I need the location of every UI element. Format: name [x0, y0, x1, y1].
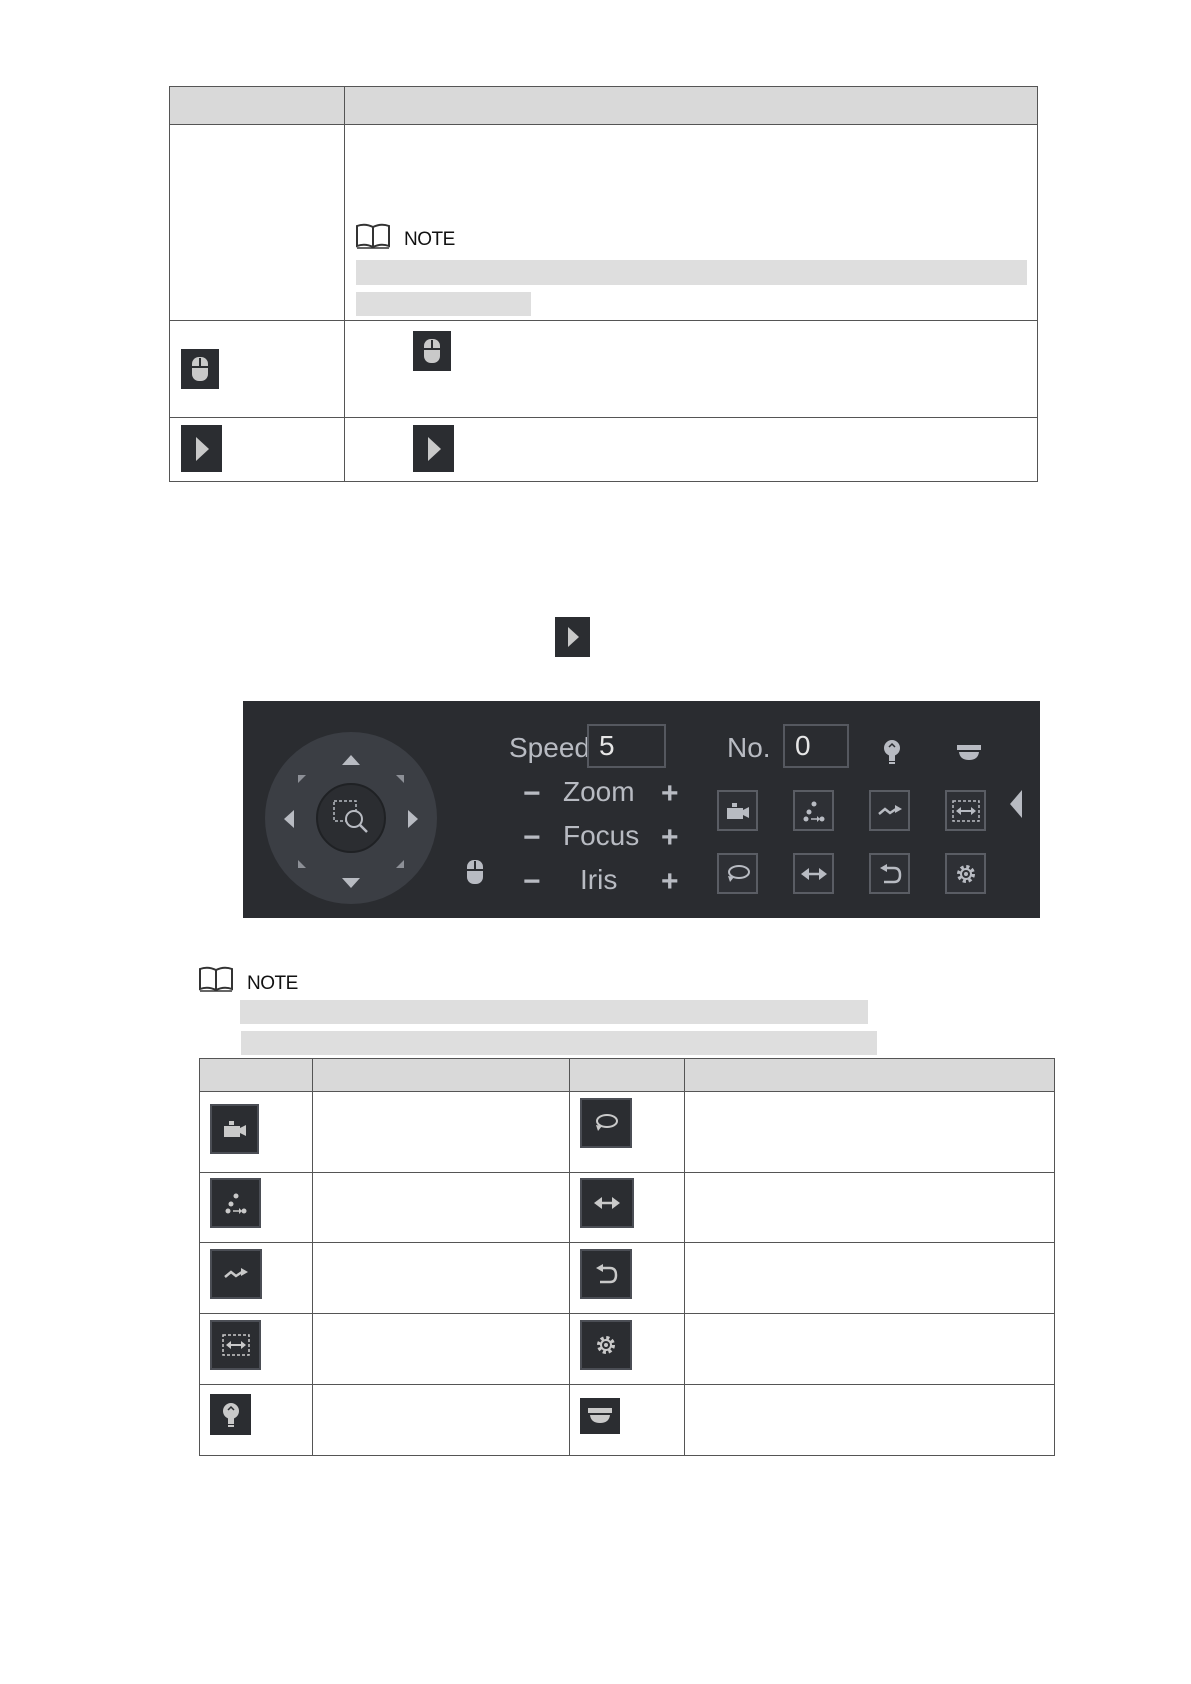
- note-text-placeholder: [240, 1000, 868, 1024]
- scan-icon[interactable]: [945, 790, 986, 831]
- zoom-plus-button[interactable]: +: [661, 777, 679, 810]
- table-2: [199, 1058, 1055, 1456]
- rotate-icon: [580, 1098, 632, 1148]
- iris-minus-button[interactable]: −: [523, 865, 541, 898]
- expand-arrow-icon: [181, 425, 222, 472]
- collapse-arrow-icon[interactable]: [1009, 789, 1023, 824]
- iris-plus-button[interactable]: +: [661, 865, 679, 898]
- note-text-placeholder: [241, 1031, 877, 1055]
- arrow-down-right-icon[interactable]: [395, 856, 405, 874]
- focus-plus-button[interactable]: +: [661, 821, 679, 854]
- zoom-label: Zoom: [563, 776, 635, 807]
- note-book-icon: [198, 965, 234, 998]
- table-1: [169, 86, 1038, 482]
- arrow-down-left-icon[interactable]: [297, 856, 307, 874]
- pan-icon: [580, 1178, 634, 1228]
- mouse-icon: [181, 349, 219, 389]
- arrow-up-left-icon[interactable]: [297, 771, 307, 789]
- ptz-control-panel: [243, 701, 1040, 918]
- dome-icon[interactable]: [956, 744, 982, 767]
- settings-icon: [580, 1320, 632, 1370]
- flip-icon[interactable]: [869, 853, 910, 894]
- tour-icon: [210, 1249, 262, 1299]
- flip-icon: [580, 1249, 632, 1299]
- note-text-placeholder: [356, 260, 1027, 285]
- light-icon: [210, 1394, 251, 1435]
- mouse-icon: [413, 331, 451, 371]
- arrow-down-icon[interactable]: [341, 876, 361, 894]
- settings-icon[interactable]: [945, 853, 986, 894]
- camera-icon[interactable]: [717, 790, 758, 831]
- arrow-left-icon[interactable]: [283, 809, 295, 834]
- table-2-header: [199, 1058, 1055, 1091]
- pan-icon[interactable]: [793, 853, 834, 894]
- mouse-icon[interactable]: [466, 859, 484, 890]
- camera-icon: [210, 1104, 259, 1154]
- preset-number-input[interactable]: 0: [783, 724, 849, 768]
- focus-minus-button[interactable]: −: [523, 821, 541, 854]
- arrow-right-icon[interactable]: [407, 809, 419, 834]
- arrow-up-right-icon[interactable]: [395, 771, 405, 789]
- focus-label: Focus: [563, 820, 640, 851]
- speed-label: Speed: [509, 732, 590, 763]
- note-text-placeholder: [356, 292, 531, 316]
- tour-icon[interactable]: [869, 790, 910, 831]
- pattern-icon: [210, 1178, 261, 1228]
- speed-input[interactable]: 5: [587, 724, 666, 768]
- light-icon[interactable]: [882, 739, 902, 770]
- expand-arrow-icon: [555, 617, 590, 657]
- pattern-icon[interactable]: [793, 790, 834, 831]
- dome-icon: [580, 1398, 620, 1434]
- no-label: No.: [727, 732, 771, 763]
- rotate-icon[interactable]: [717, 853, 758, 894]
- note-label: NOTE: [247, 973, 298, 994]
- scan-icon: [210, 1320, 261, 1370]
- note-label: NOTE: [404, 229, 455, 250]
- expand-arrow-icon: [413, 425, 454, 472]
- note-book-icon: [355, 222, 391, 255]
- arrow-up-icon[interactable]: [341, 753, 361, 771]
- iris-label: Iris: [580, 864, 618, 895]
- zoom-area-icon[interactable]: [332, 799, 370, 840]
- table-1-header: [169, 86, 1038, 124]
- zoom-minus-button[interactable]: −: [523, 777, 541, 810]
